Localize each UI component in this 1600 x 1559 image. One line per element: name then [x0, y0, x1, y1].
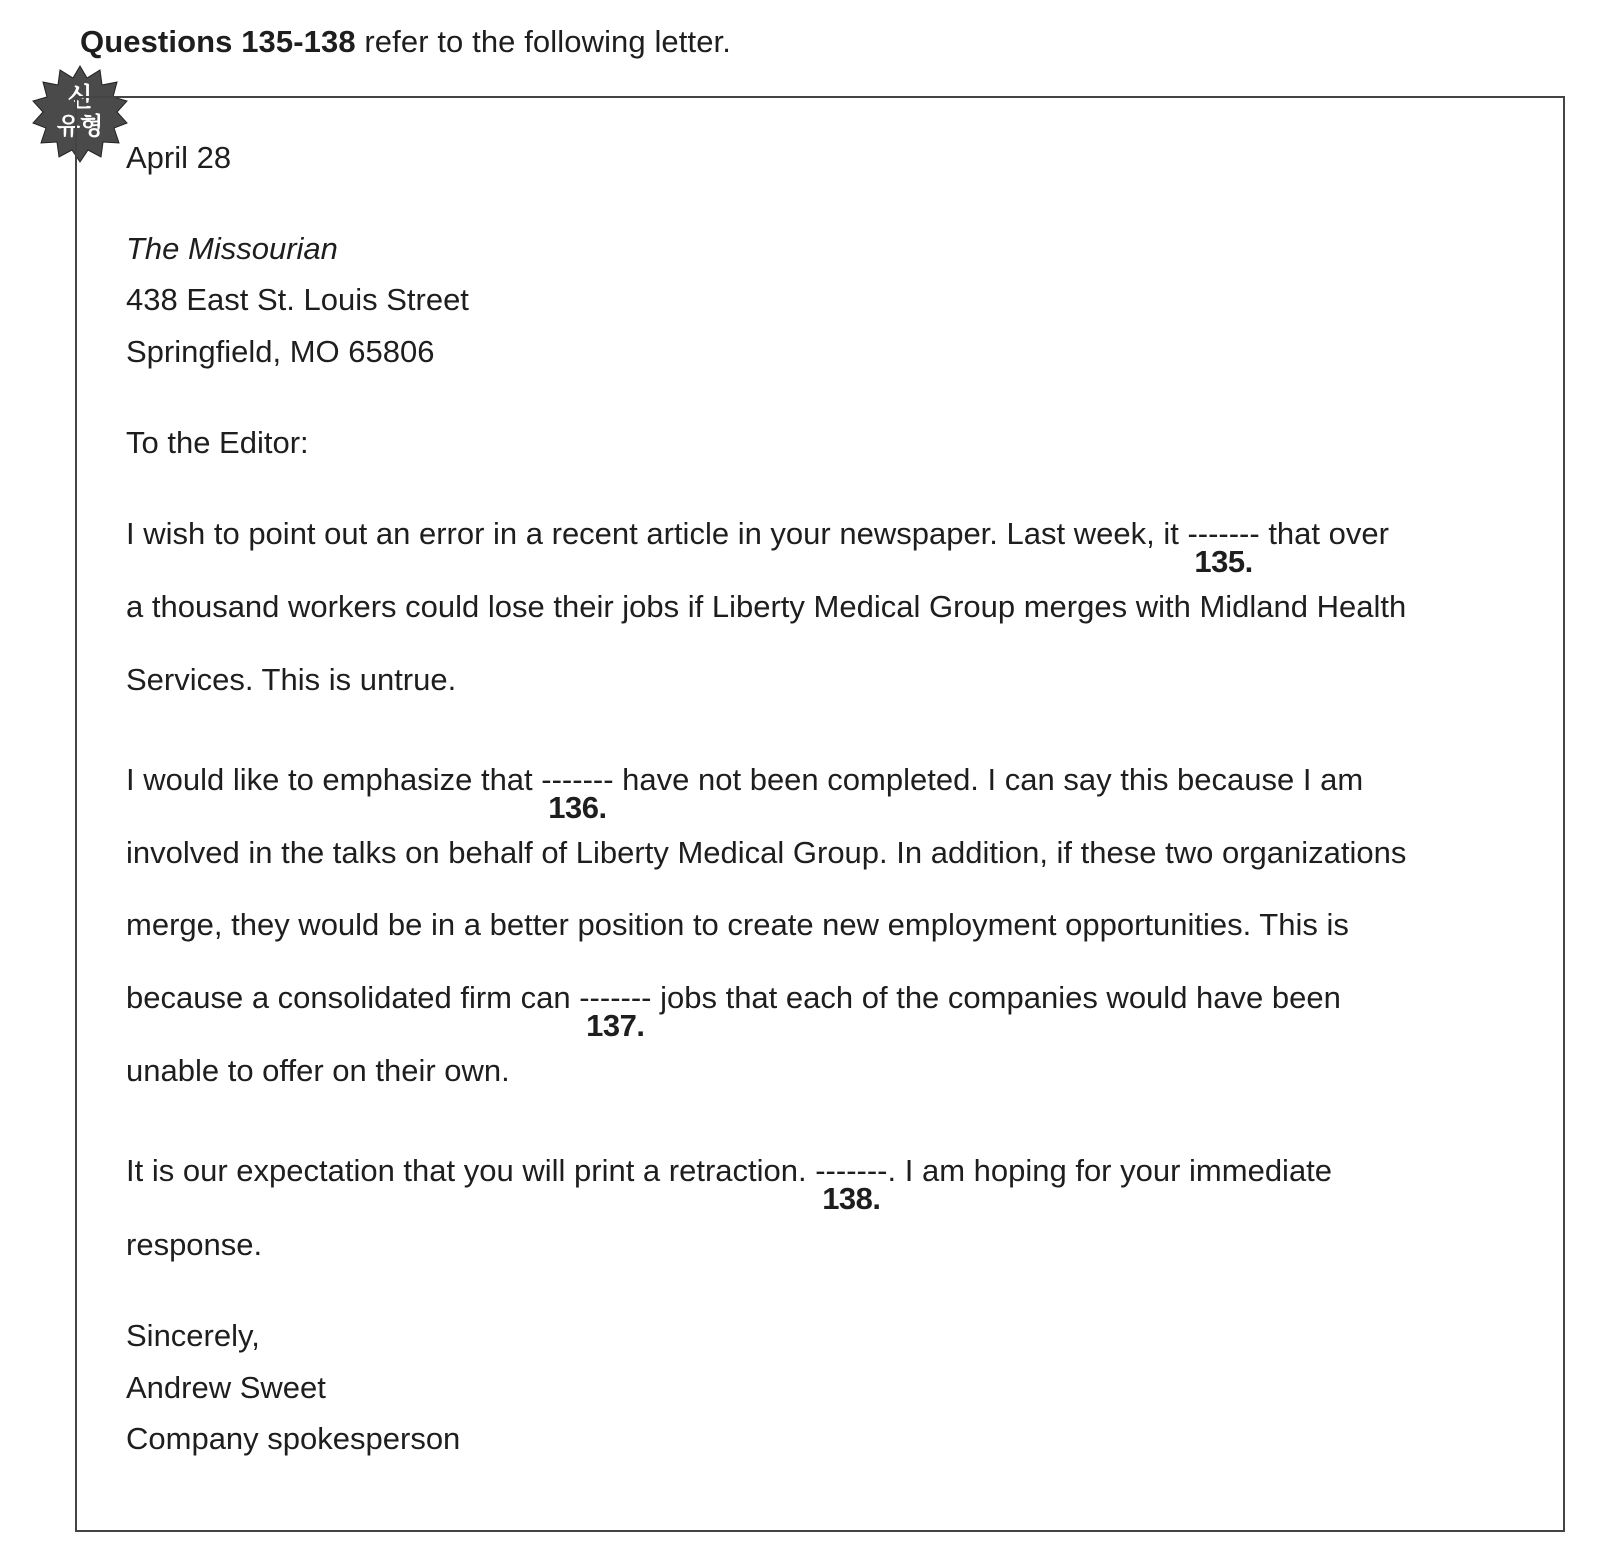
letter-address-line1: 438 East St. Louis Street [126, 282, 469, 317]
question-heading [80, 24, 731, 60]
paragraph2-line4-text-after: jobs that each of the companies would have been [651, 980, 1341, 1015]
blank-dashes: ------- [579, 980, 652, 1015]
blank-dashes: ------- [815, 1153, 888, 1188]
letter-recipient: The Missourian [126, 231, 338, 266]
paragraph2-text-after: have not been completed. I can say this because I am [613, 762, 1364, 797]
letter-closing: Sincerely, [126, 1318, 260, 1353]
paragraph3-text-after: . I am hoping for your immediate [887, 1153, 1333, 1188]
paragraph3-line2: response. [126, 1227, 263, 1262]
question-instruction: refer to the following letter. [355, 24, 731, 59]
paragraph2-line5: unable to offer on their own. [126, 1053, 510, 1088]
letter-salutation: To the Editor: [126, 425, 309, 460]
blank-dashes: ------- [1187, 516, 1260, 551]
paragraph2-line1 [126, 762, 1364, 825]
signer-title: Company spokesperson [126, 1421, 461, 1456]
paragraph2-line3: merge, they would be in a better position to create new employment opportunities. This is [126, 907, 1349, 942]
paragraph1-line1 [126, 516, 1389, 579]
question-number-138: 138. [822, 1181, 881, 1216]
blank-dashes: ------- [541, 762, 614, 797]
letter-date: April 28 [126, 140, 232, 175]
blank-136 [541, 762, 614, 825]
paragraph3-text-before: It is our expectation that you will print a retraction. [126, 1153, 816, 1188]
paragraph2-text-before: I would like to emphasize that [126, 762, 542, 797]
blank-135 [1187, 516, 1260, 579]
paragraph1-line2: a thousand workers could lose their jobs if Liberty Medical Group merges with Midland Health [126, 589, 1407, 624]
blank-137 [579, 980, 652, 1043]
paragraph3-line1 [126, 1153, 1333, 1216]
paragraph1-text-before: I wish to point out an error in a recent article in your newspaper. Last week, it [126, 516, 1188, 551]
badge-text-line1: 신 [67, 83, 93, 113]
blank-138 [815, 1153, 888, 1216]
paragraph2-line2: involved in the talks on behalf of Liberty Medical Group. In addition, if these two organizations [126, 835, 1407, 870]
paragraph1-text-after: that over [1259, 516, 1389, 551]
badge-text-line2: 유형 [56, 112, 104, 140]
paragraph2-line4 [126, 980, 1341, 1043]
paragraph1-line3: Services. This is untrue. [126, 662, 457, 697]
question-number-135: 135. [1194, 544, 1253, 579]
paragraph2-line4-text-before: because a consolidated firm can [126, 980, 580, 1015]
question-number-136: 136. [548, 790, 607, 825]
letter-address-line2: Springfield, MO 65806 [126, 334, 435, 369]
question-range: Questions 135-138 [80, 24, 356, 59]
question-number-137: 137. [586, 1008, 645, 1043]
signer-name: Andrew Sweet [126, 1370, 326, 1405]
